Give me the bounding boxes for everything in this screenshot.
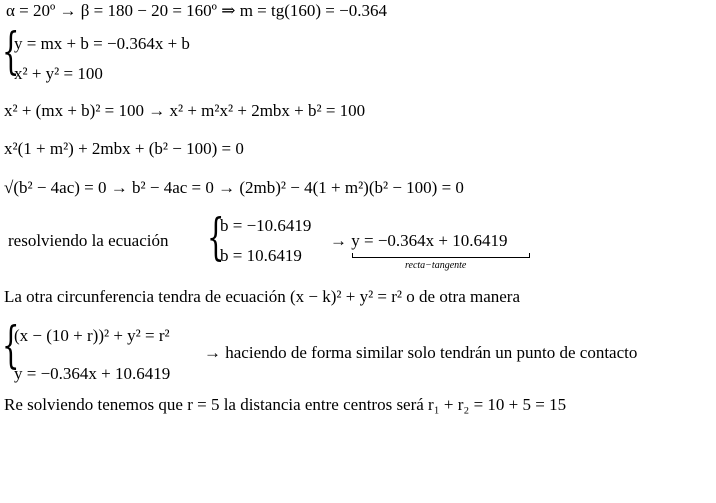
resolviendo-label: resolviendo la ecuación [8, 231, 169, 250]
recta-tangente-label: recta−tangente [405, 260, 467, 271]
line-substitution: x² + (mx + b)² = 100 → x² + m²x² + 2mbx + b² = 100 [4, 101, 366, 120]
system2-eq2: b = 10.6419 [220, 246, 302, 265]
system-brace-3: { [2, 316, 20, 374]
tangent-line-equation: → y = −0.364x + 10.6419 [330, 231, 508, 250]
haciendo-text: → haciendo de forma similar solo tendrán un punto de contacto [204, 343, 638, 362]
system-brace-2: { [207, 208, 225, 266]
system2-eq1: b = −10.6419 [220, 216, 312, 235]
underbrace [352, 253, 530, 258]
system1-eq2: x² + y² = 100 [14, 64, 103, 83]
line-other-circle: La otra circunferencia tendra de ecuación (x − k)² + y² = r² o de otra manera [4, 287, 521, 306]
system1-eq1: y = mx + b = −0.364x + b [14, 34, 190, 53]
system3-eq1: (x − (10 + r))² + y² = r² [14, 326, 170, 345]
system3-eq2: y = −0.364x + 10.6419 [14, 364, 171, 383]
line-result: Re solviendo tenemos que r = 5 la distancia entre centros será r₁ + r₂ = 10 + 5 = 15 [4, 395, 567, 414]
line-angle-slope: α = 20º → β = 180 − 20 = 160º ⇒ m = tg(160) = −0.364 [6, 1, 387, 20]
system-brace-1: { [2, 22, 20, 80]
line-quadratic: x²(1 + m²) + 2mbx + (b² − 100) = 0 [4, 139, 244, 158]
line-discriminant: √(b² − 4ac) = 0 → b² − 4ac = 0 → (2mb)² − 4(1 + m²)(b² − 100) = 0 [4, 178, 464, 197]
